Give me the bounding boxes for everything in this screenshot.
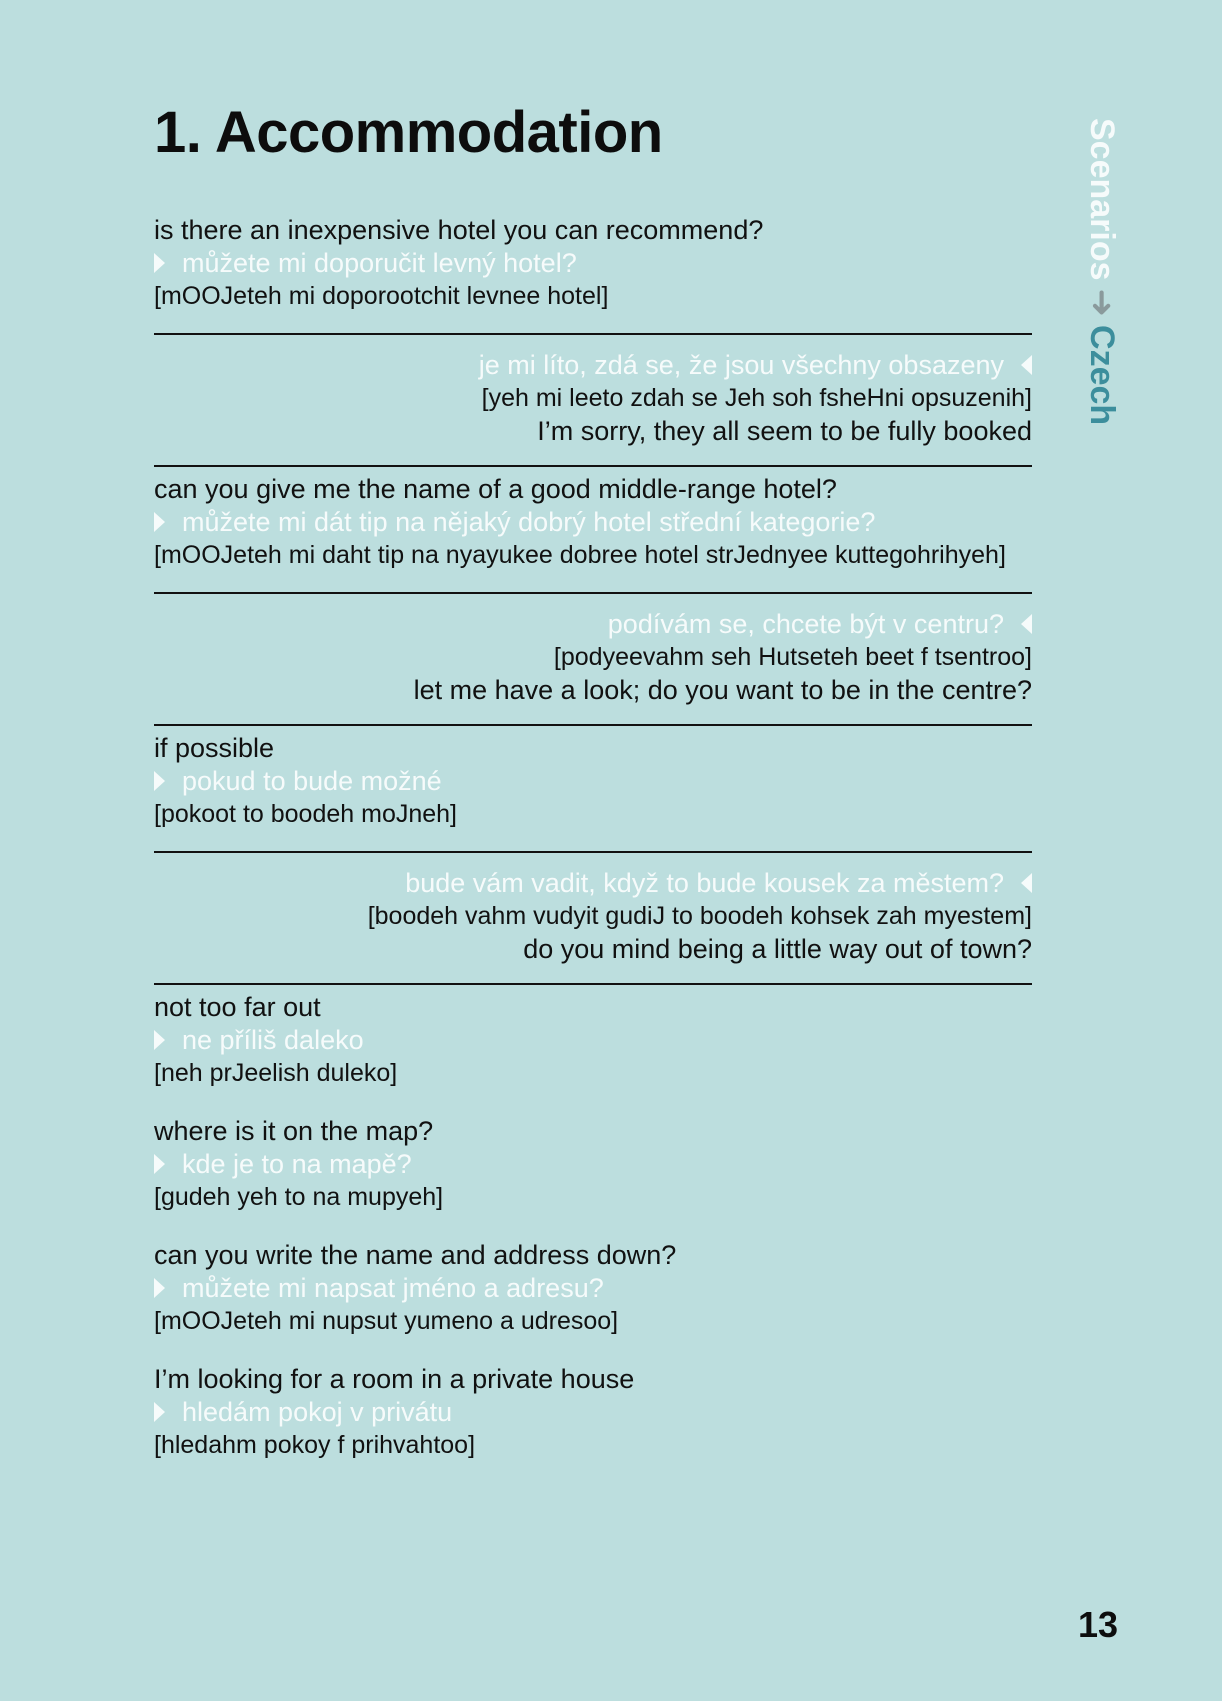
czech-phrase: bude vám vadit, když to bude kousek za městem? [405, 868, 1004, 898]
section-title: 1. Accommodation [154, 100, 663, 165]
triangle-right-icon [154, 1030, 165, 1050]
side-tab [1083, 118, 1121, 425]
response-entry [154, 853, 1032, 985]
triangle-left-icon [1021, 873, 1032, 893]
pronunciation: [mOOJeteh mi doporootchit levnee hotel] [154, 282, 609, 310]
side-tab-section: Scenarios [1083, 118, 1121, 281]
czech-phrase: můžete mi doporučit levný hotel? [182, 248, 577, 278]
czech-phrase: pokud to bude možné [182, 766, 442, 796]
pronunciation: [gudeh yeh to na mupyeh] [154, 1183, 444, 1211]
czech-phrase: hledám pokoj v privátu [182, 1397, 453, 1427]
triangle-right-icon [154, 512, 165, 532]
response-entry [154, 335, 1032, 467]
english-phrase: I’m sorry, they all seem to be fully booked [537, 416, 1032, 446]
triangle-right-icon [154, 771, 165, 791]
phrase-entry [154, 208, 1032, 335]
pronunciation: [podyeevahm seh Hutseteh beet f tsentroo] [553, 643, 1032, 671]
pronunciation: [pokoot to boodeh moJneh] [154, 800, 458, 828]
pronunciation: [mOOJeteh mi nupsut yumeno a udresoo] [154, 1307, 619, 1335]
phrase-entry [154, 726, 1032, 853]
english-phrase: do you mind being a little way out of town? [523, 934, 1032, 964]
response-entry [154, 594, 1032, 726]
phrase-list [154, 208, 1032, 1481]
english-phrase: can you give me the name of a good middle-range hotel? [154, 474, 837, 504]
czech-phrase: ne příliš daleko [182, 1025, 364, 1055]
triangle-right-icon [154, 1278, 165, 1298]
pronunciation: [neh prJeelish duleko] [154, 1059, 398, 1087]
pronunciation: [hledahm pokoy f prihvahtoo] [154, 1431, 476, 1459]
side-tab-language: Czech [1083, 325, 1121, 426]
phrase-entry [154, 467, 1032, 594]
czech-phrase: můžete mi napsat jméno a adresu? [182, 1273, 604, 1303]
czech-phrase: kde je to na mapě? [182, 1149, 412, 1179]
english-phrase: where is it on the map? [154, 1116, 434, 1146]
phrase-entry [154, 1109, 1032, 1233]
english-phrase: can you write the name and address down? [154, 1240, 677, 1270]
pronunciation: [mOOJeteh mi daht tip na nyayukee dobree hotel strJednyee kuttegohrihyeh] [154, 541, 1006, 569]
triangle-right-icon [154, 1154, 165, 1174]
triangle-right-icon [154, 1402, 165, 1422]
phrase-entry [154, 985, 1032, 1109]
english-phrase: I’m looking for a room in a private house [154, 1364, 635, 1394]
english-phrase: let me have a look; do you want to be in the centre? [413, 675, 1032, 705]
pronunciation: [yeh mi leeto zdah se Jeh soh fsheHni opsuzenih] [481, 384, 1032, 412]
english-phrase: not too far out [154, 992, 321, 1022]
triangle-left-icon [1021, 355, 1032, 375]
page-number: 13 [1078, 1604, 1119, 1645]
czech-phrase: je mi líto, zdá se, že jsou všechny obsazeny [478, 350, 1004, 380]
arrow-right-icon: ➜ [1083, 288, 1121, 318]
czech-phrase: podívám se, chcete být v centru? [607, 609, 1004, 639]
czech-phrase: můžete mi dát tip na nějaký dobrý hotel střední kategorie? [182, 507, 876, 537]
phrase-entry [154, 1233, 1032, 1357]
triangle-left-icon [1021, 614, 1032, 634]
pronunciation: [boodeh vahm vudyit gudiJ to boodeh kohsek zah myestem] [367, 902, 1032, 930]
english-phrase: if possible [154, 733, 275, 763]
english-phrase: is there an inexpensive hotel you can recommend? [154, 215, 764, 245]
phrase-entry [154, 1357, 1032, 1481]
triangle-right-icon [154, 253, 165, 273]
